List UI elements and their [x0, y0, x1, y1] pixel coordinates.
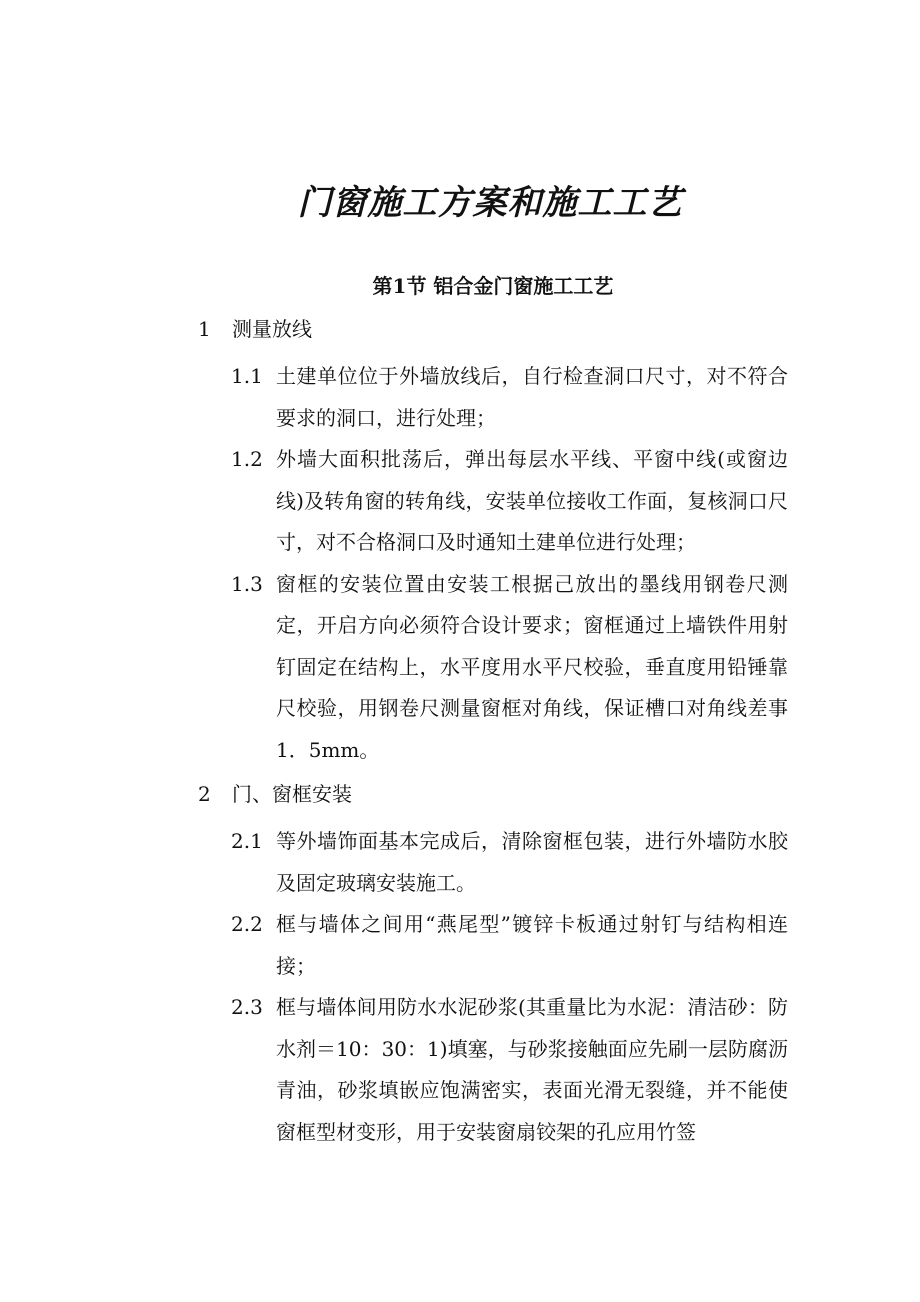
subsection-number: 1.2	[231, 447, 263, 471]
section-number: 2	[198, 782, 211, 806]
section-title: 第1节 铝合金门窗施工工艺	[372, 274, 614, 298]
subsection-number: 1.1	[231, 364, 263, 388]
subsection-item	[0, 987, 788, 1153]
subsection-number: 1.3	[231, 571, 263, 596]
section-heading-row	[0, 779, 920, 809]
document-title: 门窗施工方案和施工工艺	[297, 183, 683, 223]
section-number: 1	[198, 317, 211, 341]
subsection-item	[0, 439, 788, 564]
outline-section-1	[0, 314, 920, 771]
subsection-text: 框与墙体间用防水水泥砂浆(其重量比为水泥：清洁砂：防水剂＝10：30：1)填塞，与砂浆接触面应先刷一层防腐沥青油，砂浆填嵌应饱满密实，表面光滑无裂缝，并不能使窗框型材变形，用于安装窗扇铰架的孔应用竹签	[276, 995, 788, 1144]
subsection-list	[0, 356, 920, 771]
subsection-text: 土建单位位于外墙放线后，自行检查洞口尺寸，对不符合要求的洞口，进行处理；	[276, 364, 788, 430]
subsection-text: 框与墙体之间用“燕尾型”镀锌卡板通过射钉与结构相连接；	[276, 912, 788, 978]
subsection-number: 2.1	[231, 829, 263, 853]
section-heading: 测量放线	[232, 317, 312, 341]
subsection-item	[0, 356, 788, 439]
subsection-number: 2.2	[231, 912, 263, 936]
subsection-text: 窗框的安装位置由安装工根据己放出的墨线用钢卷尺测定，开启方向必须符合设计要求；窗框通过上墙铁件用射钉固定在结构上，水平度用水平尺校验，垂直度用铅锤靠尺校验，用钢卷尺测量窗框对角线，保证槽口对角线差事1．5mm。	[276, 571, 788, 762]
section-heading: 门、窗框安装	[232, 782, 352, 806]
subsection-item	[0, 564, 788, 772]
subsection-number: 2.3	[231, 995, 263, 1019]
outline-list	[0, 314, 920, 1153]
subsection-text: 等外墙饰面基本完成后，清除窗框包装，进行外墙防水胶及固定玻璃安装施工。	[276, 829, 788, 895]
subsection-text: 外墙大面积批荡后，弹出每层水平线、平窗中线(或窗边线)及转角窗的转角线，安装单位接收工作面，复核洞口尺寸，对不合格洞口及时通知土建单位进行处理；	[276, 447, 788, 554]
subsection-list	[0, 821, 920, 1153]
subsection-item	[0, 821, 788, 904]
section-heading-row	[0, 314, 920, 344]
outline-section-2	[0, 779, 920, 1153]
subsection-item	[0, 904, 788, 987]
